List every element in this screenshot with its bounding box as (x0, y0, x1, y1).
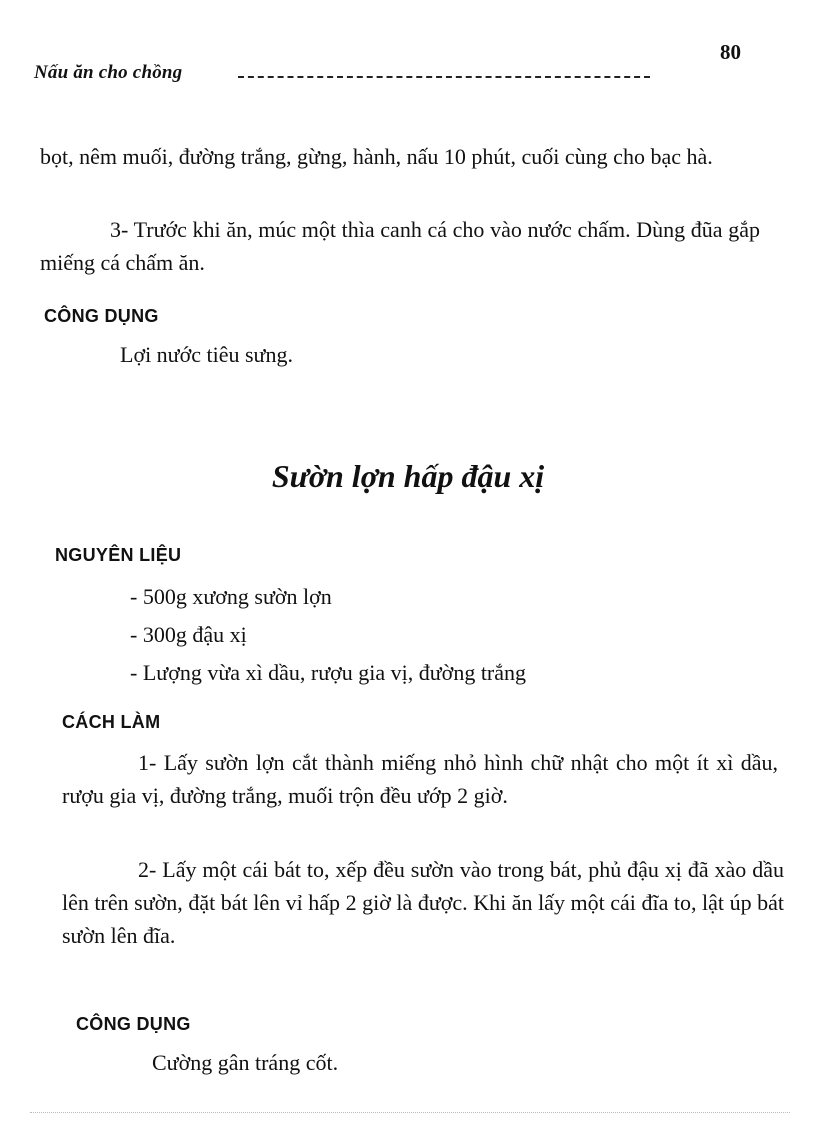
ingredient-item: - 500g xương sườn lợn (130, 584, 332, 609)
uses-text: Cường gân tráng cốt. (152, 1050, 339, 1075)
page-number: 80 (720, 40, 741, 64)
continuation-paragraph: bọt, nêm muối, đường trắng, gừng, hành, nấu 10 phút, cuối cùng cho bạc hà. (40, 144, 713, 169)
recipe-title: Sườn lợn hấp đậu xị (271, 458, 545, 494)
uses-heading: CÔNG DỤNG (44, 306, 159, 326)
uses-text: Lợi nước tiêu sưng. (120, 342, 293, 367)
method-step-1: 1- Lấy sườn lợn cắt thành miếng nhỏ hình chữ nhật cho một ít xì dầu, rượu gia vị, đường trắng, muối trộn đều ướp 2 giờ. (62, 750, 778, 808)
bottom-edge-rule (30, 1112, 790, 1113)
uses-heading: CÔNG DỤNG (76, 1014, 191, 1034)
method-heading: CÁCH LÀM (62, 712, 161, 732)
ingredients-heading: NGUYÊN LIỆU (55, 545, 182, 565)
ingredient-item: - 300g đậu xị (130, 622, 247, 647)
header-dashed-rule (238, 76, 650, 78)
ingredient-item: - Lượng vừa xì dầu, rượu gia vị, đường trắng (130, 660, 527, 685)
step-3-paragraph: 3- Trước khi ăn, múc một thìa canh cá cho vào nước chấm. Dùng đũa gắp miếng cá chấm ăn. (40, 217, 760, 275)
method-step-2: 2- Lấy một cái bát to, xếp đều sườn vào trong bát, phủ đậu xị đã xào dầu lên trên sườn, đặt bát lên vỉ hấp 2 giờ là được. Khi ăn lấy một cái đĩa to, lật úp bát sườn lên đĩa. (62, 857, 784, 948)
running-title: Nấu ăn cho chồng (34, 62, 183, 83)
